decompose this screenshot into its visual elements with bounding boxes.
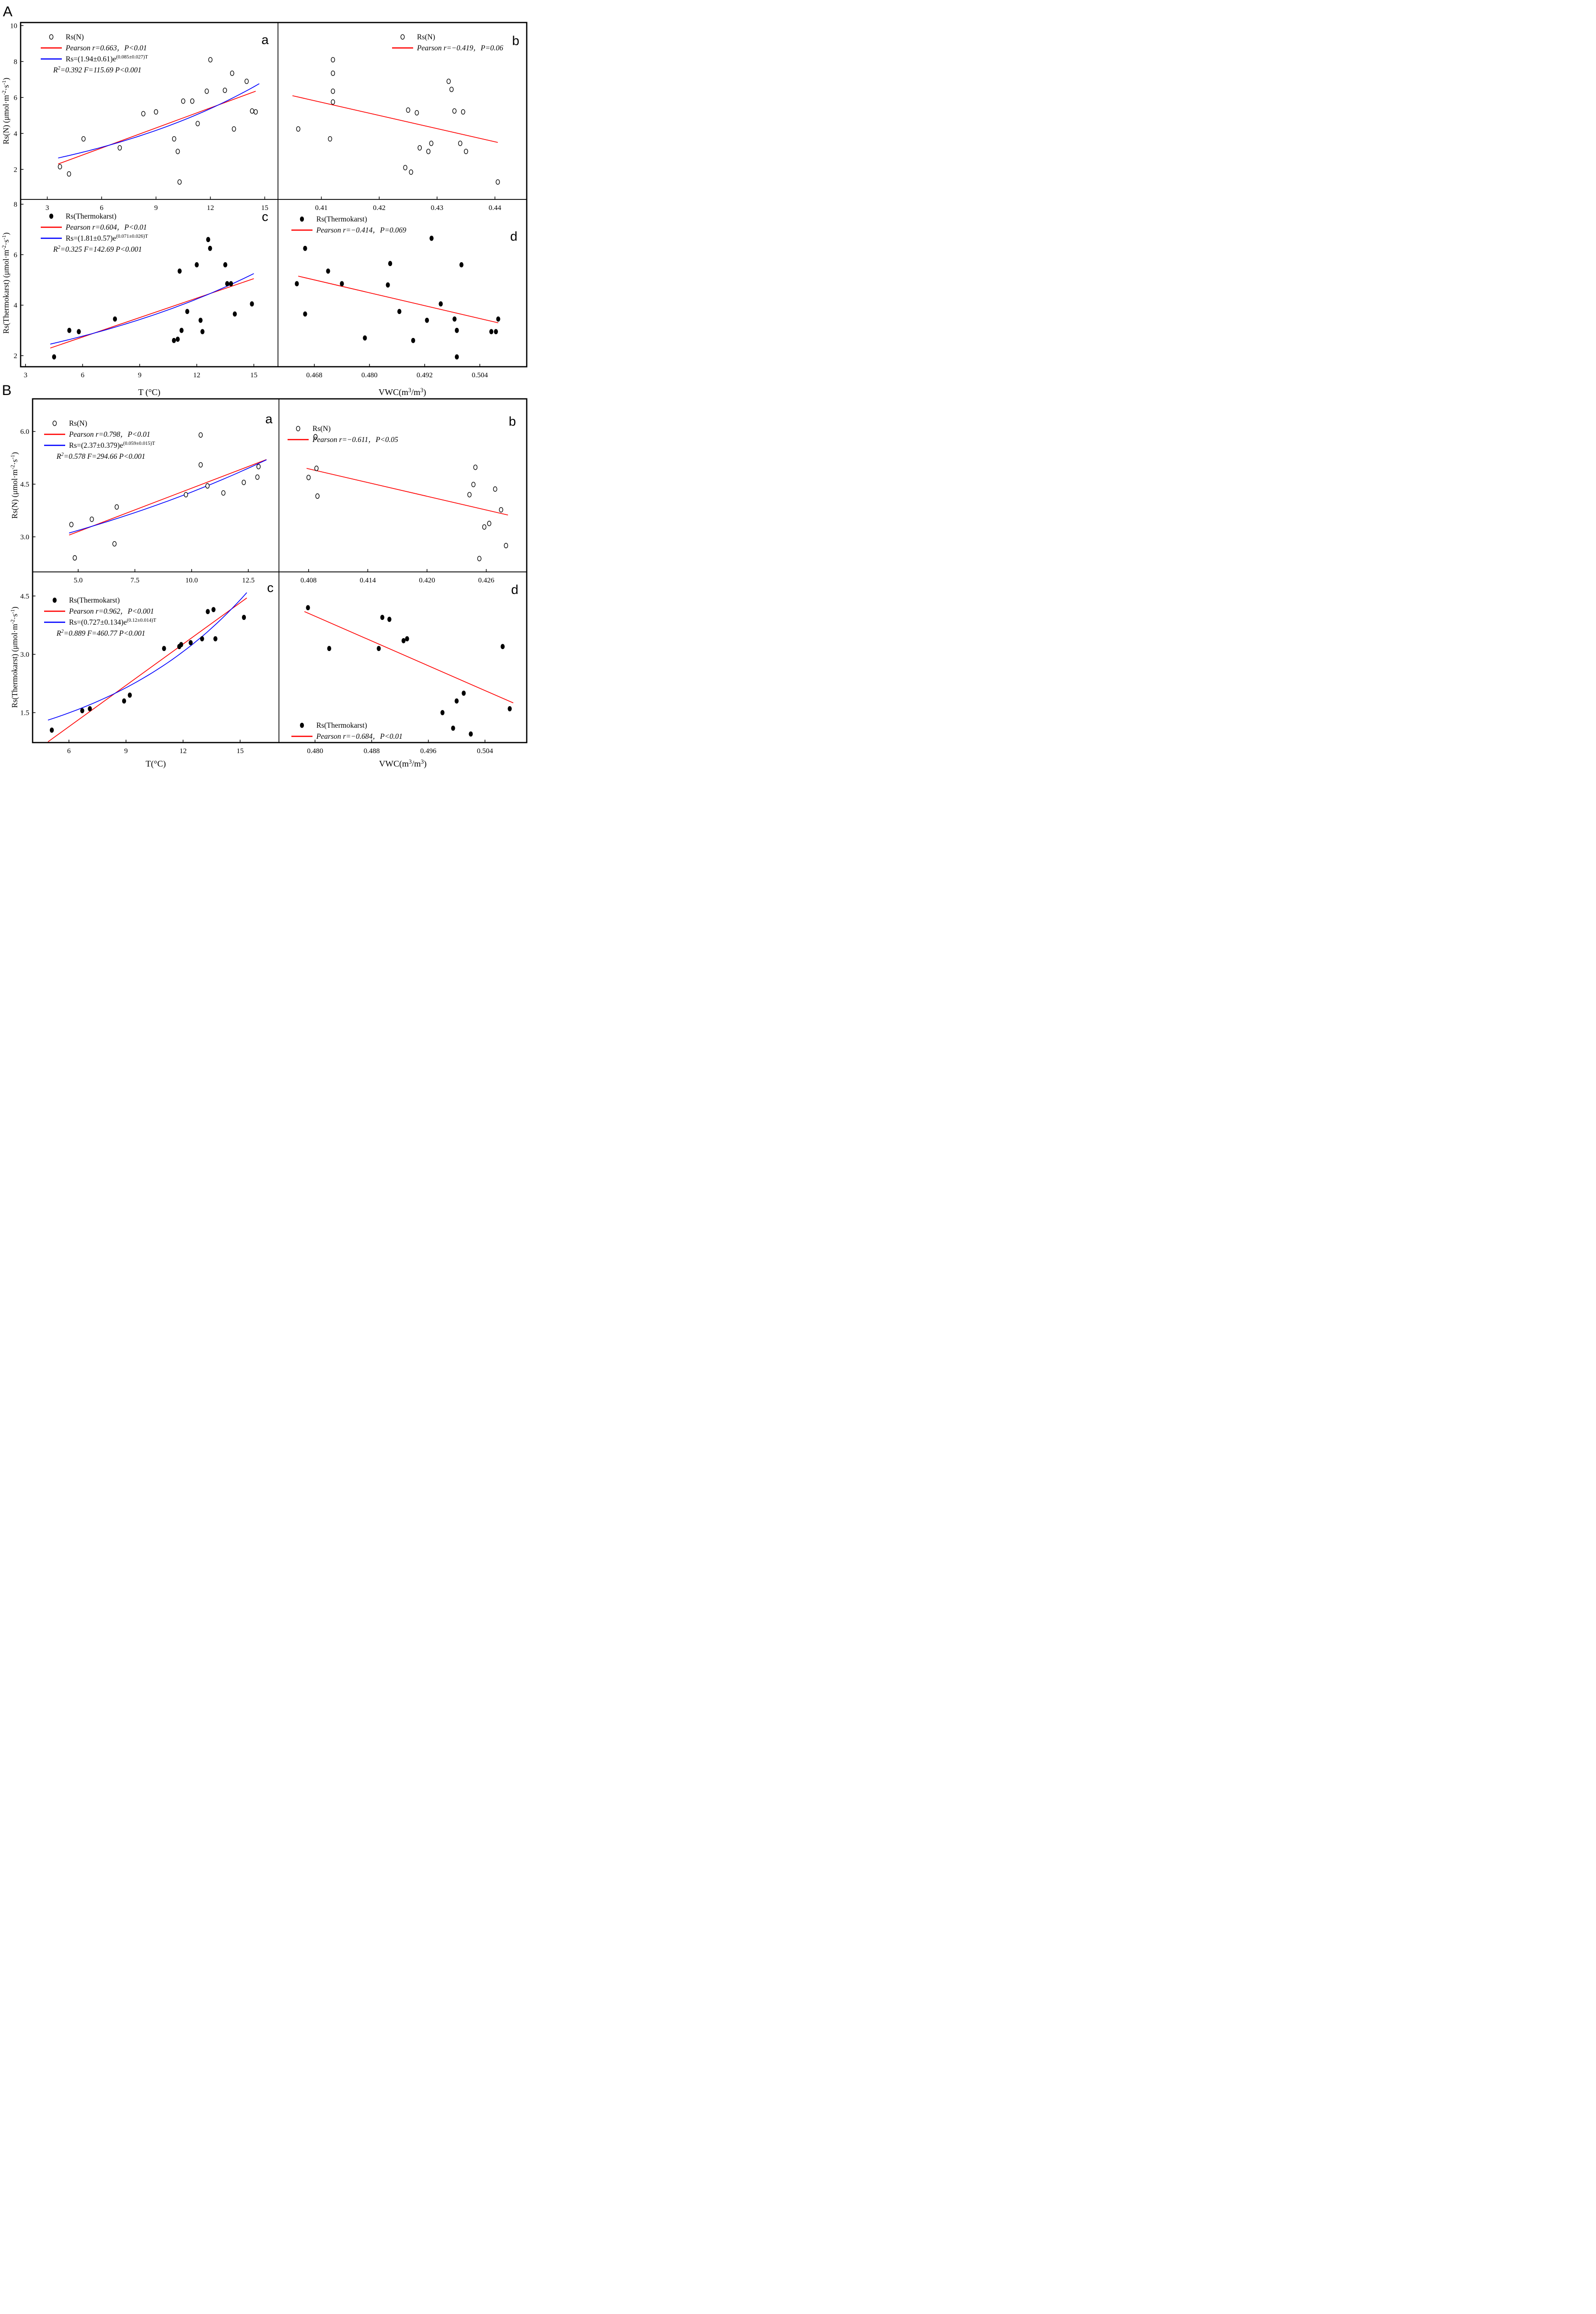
x-tick-label: 0.414 [359,577,376,584]
x-tick-label: 7.5 [130,577,139,584]
x-tick-label: 0.488 [363,747,380,755]
data-point [328,137,332,141]
data-point [306,605,310,610]
data-point [225,281,229,286]
data-point [455,355,458,360]
x-tick-label: 6 [81,372,85,379]
legend-item-label: $Rs=(2.37\pm 0.379)e^{(0.059\pm 0.015)T}$ [69,441,155,450]
legend-item-label: Pearson r=−0.684，P<0.01 [316,733,403,741]
data-point [331,58,335,62]
data-point [496,180,499,185]
panel-letter-a: a [265,412,273,426]
data-point [232,127,235,131]
x-tick-label: 0.43 [430,204,444,212]
data-point [326,269,330,274]
y-axis-title: Rs(Thermokarst) $(\mu mol\cdot m^{-2}\cdot s^{-1})$ [10,606,19,708]
data-point [340,281,344,286]
legend-item-label: Rs(N) [312,425,331,433]
data-point [53,598,56,603]
x-tick-label: 12 [179,747,187,755]
legend-item-label: Rs(Thermokarst) [316,721,367,730]
data-point [200,637,204,641]
data-point [497,317,500,322]
figure-canvas [0,0,532,771]
legend-item-label: $R^2=0.392$ F=115.69 P<0.001 [53,66,142,74]
data-point [242,615,245,620]
data-point [185,309,189,314]
y-axis-title: Rs(N) $(\mu mol\cdot m^{-2}\cdot s^{-1})$ [10,452,19,519]
data-point [208,246,212,251]
y-tick-label: 3.0 [20,651,29,659]
data-point [401,35,404,39]
x-axis-title: T(°C) [145,759,166,768]
y-tick-label: 2 [13,166,17,174]
data-point [315,466,318,471]
data-point [398,309,401,314]
y-tick-label: 1.5 [20,709,29,717]
data-point [327,646,331,651]
x-tick-label: 0.504 [472,372,488,379]
x-tick-label: 12 [193,372,201,379]
data-point [250,302,254,306]
data-point [73,556,76,560]
data-point [504,543,508,548]
x-tick-label: 12 [207,204,214,212]
x-axis-title: $VWC(m^3/m^3)$ [379,758,427,768]
data-point [405,637,409,641]
data-point [178,180,181,185]
data-point [242,480,245,485]
data-point [363,336,367,340]
data-point [499,507,503,512]
data-point [189,640,192,645]
x-tick-label: 6 [100,204,104,212]
data-point [468,492,471,497]
data-point [455,328,458,333]
x-tick-label: 6 [67,747,71,755]
data-point [415,110,418,115]
data-point [173,137,176,141]
legend-item-label: Rs(Thermokarst) [66,212,116,221]
data-point [331,89,335,93]
data-point [208,58,212,62]
fit-curve [58,84,259,158]
legend-item-label: Pearson r=−0.414，P=0.069 [316,226,406,234]
data-point [176,149,179,154]
legend-item-label: Rs(N) [417,33,435,41]
data-point [472,482,475,487]
data-point [418,145,421,150]
data-point [297,127,300,131]
data-point [184,492,187,497]
data-point [460,262,463,267]
x-tick-label: 0.480 [307,747,324,755]
x-tick-label: 0.492 [416,372,433,379]
data-point [483,524,486,529]
data-point [67,172,70,176]
x-tick-label: 10.0 [185,577,198,584]
data-point [409,170,413,174]
panel-letter-c: c [267,581,274,595]
x-tick-label: 0.504 [476,747,493,755]
x-tick-label: 15 [236,747,244,755]
data-point [295,281,299,286]
data-point [493,487,497,491]
y-axis-title: Rs(N) $(\mu mol\cdot m^{-2}\cdot s^{-1})$ [1,78,11,144]
y-tick-label: 8 [13,58,17,66]
data-point [199,318,202,323]
y-axis-title: Rs(Thermokarst) $(\mu mol\cdot m^{-2}\cdot s^{-1})$ [1,232,11,334]
data-point [489,329,493,334]
data-point [388,261,392,266]
data-point [206,609,209,614]
y-tick-label: 6.0 [20,428,29,436]
data-point [386,283,390,288]
y-tick-label: 4 [13,302,17,310]
data-point [425,318,428,323]
data-point [462,691,465,696]
data-point [331,100,335,105]
data-point [255,475,259,479]
legend-item-label: $R^2=0.578$ F=294.66 P<0.001 [57,452,146,461]
data-point [176,337,179,342]
data-point [458,141,462,146]
data-point [53,421,56,426]
pearson-line [298,276,498,323]
y-tick-label: 10 [10,22,17,30]
data-point [229,281,232,286]
legend-item-label: Rs(N) [69,419,87,428]
data-point [49,35,53,39]
data-point [49,214,53,219]
data-point [77,329,81,334]
x-tick-label: 12.5 [242,577,255,584]
data-point [377,646,381,651]
data-point [154,109,158,114]
data-point [388,617,391,622]
data-point [453,317,456,322]
data-point [205,89,208,93]
y-tick-label: 4 [13,130,17,138]
y-tick-label: 6 [13,251,17,259]
data-point [58,164,61,169]
data-point [179,642,183,647]
data-point [207,237,210,242]
data-point [430,236,433,241]
data-point [303,246,307,251]
data-point [296,426,300,431]
pearson-line [58,91,255,164]
data-point [206,484,209,488]
x-tick-label: 9 [154,204,158,212]
legend-item-label: Rs(N) [66,33,84,41]
data-point [469,732,473,736]
data-point [474,465,477,470]
x-tick-label: 0.41 [315,204,328,212]
data-point [447,79,450,84]
x-tick-label: 9 [124,747,128,755]
legend-item-label: $R^2=0.889$ F=460.77 P<0.001 [57,629,146,638]
data-point [199,463,202,467]
data-point [178,269,181,274]
x-tick-label: 15 [250,372,258,379]
legend-item-label: Rs(Thermokarst) [69,596,120,605]
data-point [406,108,410,113]
legend-item-label: Pearson r=−0.611，P<0.05 [312,436,398,444]
data-point [201,329,204,334]
data-point [115,505,118,510]
x-tick-label: 3 [23,372,28,379]
legend-item-label: Rs(Thermokarst) [316,215,367,223]
data-point [113,317,116,322]
data-point [212,607,215,612]
x-tick-label: 0.426 [478,577,495,584]
data-point [214,637,217,641]
data-point [195,262,198,267]
data-point [52,355,56,360]
data-point [404,165,407,170]
data-point [223,88,226,93]
data-point [81,709,84,713]
x-tick-label: 0.408 [300,577,317,584]
y-tick-label: 4.5 [20,480,29,488]
panel-letter-b: b [509,414,516,429]
data-point [477,556,481,561]
legend-item-label: Pearson r=0.663，P<0.01 [66,44,147,52]
data-point [180,328,183,333]
x-tick-label: 0.468 [306,372,323,379]
x-tick-label: 5.0 [73,577,83,584]
data-point [68,328,71,333]
data-point [501,644,504,649]
x-tick-label: 0.480 [361,372,378,379]
panel-border [33,399,527,743]
group-label-B: B [2,383,12,398]
x-axis-title: $VWC(m^3/m^3)$ [378,387,427,397]
data-point [82,137,85,141]
data-point [199,433,202,438]
x-tick-label: 0.44 [488,204,501,212]
data-point [451,726,455,731]
data-point [118,145,121,150]
data-point [172,338,175,343]
data-point [128,693,131,698]
data-point [452,109,456,114]
data-point [190,99,194,104]
data-point [508,707,511,711]
data-point [316,494,319,499]
data-point [88,707,92,711]
panel-letter-b: b [512,34,520,48]
data-point [439,302,442,306]
data-point [69,522,73,527]
data-point [233,312,236,316]
pearson-line [304,612,513,703]
data-point [441,710,444,715]
data-point [231,71,234,76]
data-point [257,464,260,469]
data-point [402,639,405,643]
pearson-line [292,96,497,143]
data-point [223,262,227,267]
data-point [331,71,335,76]
data-point [462,109,465,114]
data-point [307,475,310,480]
group-label-A: A [3,4,13,20]
data-point [122,698,126,703]
y-tick-label: 4.5 [20,593,29,601]
data-point [494,329,497,334]
data-point [429,141,433,146]
data-point [300,217,303,221]
x-tick-label: 15 [261,204,268,212]
data-point [455,698,458,703]
data-point [254,109,257,114]
panel-letter-d: d [511,582,519,597]
data-point [113,542,116,547]
y-tick-label: 2 [13,352,17,360]
scatter-figure [0,0,532,771]
x-tick-label: 9 [138,372,142,379]
panel-letter-d: d [510,229,518,244]
data-point [245,79,248,84]
legend-item-label: $Rs=(1.94\pm 0.61)e^{(0.085\pm 0.027)T}$ [66,55,148,63]
x-tick-label: 0.42 [373,204,386,212]
data-point [50,728,53,733]
data-point [196,121,199,126]
pearson-line [69,460,266,535]
data-point [182,99,185,104]
pearson-line [307,468,508,515]
y-tick-label: 8 [13,201,17,209]
legend-item-label: Pearson r=0.962，P<0.001 [69,607,154,616]
data-point [162,646,166,651]
panel-letter-a: a [261,33,269,47]
fit-curve [50,274,254,344]
y-tick-label: 6 [13,94,17,102]
x-tick-label: 0.496 [420,747,437,755]
panel-letter-c: c [262,209,268,224]
data-point [427,149,430,154]
legend-item-label: $Rs=(0.727\pm 0.134)e^{(0.12\pm 0.014)T}$ [69,618,156,627]
x-tick-label: 0.420 [419,577,435,584]
data-point [250,109,254,114]
data-point [450,87,453,92]
legend-item-label: Pearson r=−0.419，P=0.06 [417,44,503,52]
y-tick-label: 3.0 [20,533,29,541]
legend-item-label: $Rs=(1.81\pm 0.57)e^{(0.071\pm 0.026)T}$ [66,234,148,243]
pearson-line [50,279,254,348]
data-point [487,521,491,526]
legend-item-label: $R^2=0.325$ F=142.69 P<0.001 [53,245,142,254]
data-point [141,111,145,116]
data-point [381,615,384,620]
data-point [221,490,225,495]
data-point [411,338,415,343]
x-tick-label: 3 [45,204,49,212]
data-point [90,517,93,522]
data-point [464,149,468,154]
data-point [300,723,303,728]
legend-item-label: Pearson r=0.604，P<0.01 [66,223,147,232]
legend-item-label: Pearson r=0.798，P<0.01 [69,430,150,439]
data-point [303,312,307,316]
x-axis-title: T (°C) [138,387,161,397]
